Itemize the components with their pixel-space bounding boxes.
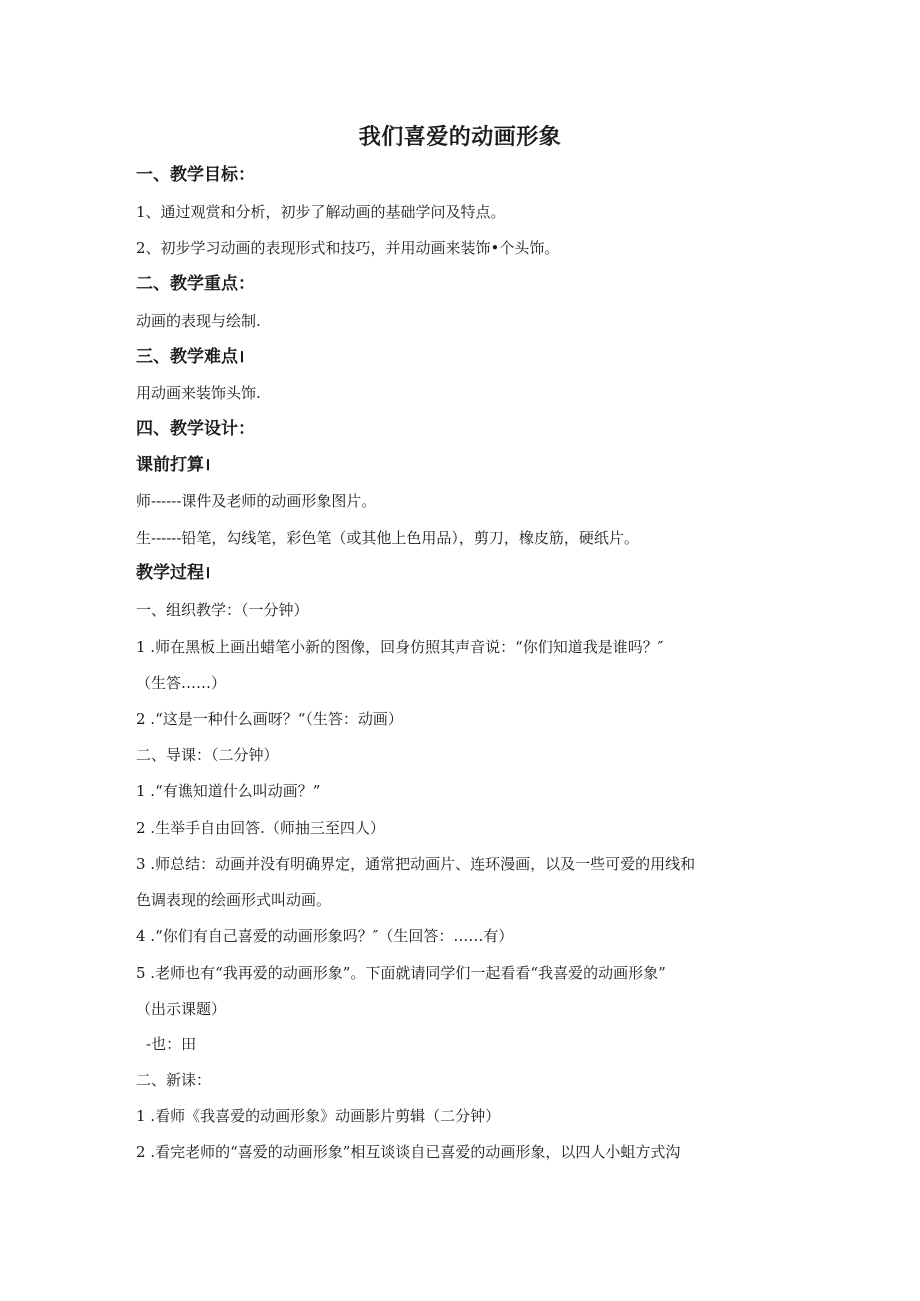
step2-item-1: 1 .“有谯知道什么叫动画？” — [136, 782, 321, 800]
step3-item-1: 1 .看师《我喜爱的动画形象》动画影片剪辑（二分钟） — [136, 1107, 501, 1125]
objectives-heading: 一、教学目标： — [136, 165, 255, 185]
step3-item-2: 2 .看完老师的“喜爱的动画形象”相互谈谈自已喜爱的动画形象，以四人小蛆方式沟 — [136, 1143, 681, 1161]
prep-heading: 课前打算। — [136, 455, 211, 475]
process-heading: 教学过程। — [136, 563, 211, 583]
design-heading: 四、教学设计： — [136, 419, 255, 439]
prep-teacher: 师------课件及老师的动画形象图片。 — [136, 492, 377, 510]
step3-heading: 二、新诔： — [136, 1071, 212, 1089]
key-points-heading: 二、教学重点： — [136, 274, 255, 294]
step2-item-5-cont: （出示课题） — [136, 1000, 227, 1018]
objective-2: 2、初步学习动画的表现形式和技巧，并用动画来装饰•个头饰。 — [136, 239, 560, 257]
step2-item-4: 4 .“你们有自己喜爱的动画形象吗？″（生回答：……有） — [136, 927, 514, 945]
step2-heading: 二、导课：（二分钟） — [136, 746, 279, 764]
prep-student: 生------铅笔，勾线笔，彩色笔（或其他上色用品），剪刀，橡皮筋，硬纸片。 — [136, 529, 639, 547]
step1-item-1-cont: （生答……） — [136, 674, 227, 692]
step1-item-1: 1 .师在黑板上画出蜡笔小新的图像，回身仿照其声音说：“你们知道我是谁吗？″ — [136, 638, 664, 656]
step2-item-3-cont: 色调表现的绘画形式叫动画。 — [136, 891, 332, 909]
key-points-text: 动画的表现与绘制. — [136, 312, 261, 330]
difficulty-heading: 三、教学难点। — [136, 347, 245, 367]
step2-item-3: 3 .师总结：动画并没有明确界定，通常把动画片、连环漫画，以及一些可爱的用线和 — [136, 855, 696, 873]
step1-heading: 一、组织教学：（一分钟） — [136, 601, 309, 619]
step2-item-2: 2 .生举手自由回答.（师抽三至四人） — [136, 819, 385, 837]
objective-1: 1、通过观赏和分析，初步了解动画的基础学问及特点。 — [136, 203, 506, 221]
step2-item-5: 5 .老师也有“我再爱的动画形象”。下面就请同学们一起看看“我喜爱的动画形象” — [136, 964, 666, 982]
stray-text: -也：田 — [146, 1035, 197, 1053]
page-title: 我们喜爱的动画形象 — [358, 125, 562, 150]
difficulty-text: 用动画来装饰头饰. — [136, 384, 261, 402]
step1-item-2: 2 .“这是一种什么画呀？“（生答：动画） — [136, 710, 403, 728]
